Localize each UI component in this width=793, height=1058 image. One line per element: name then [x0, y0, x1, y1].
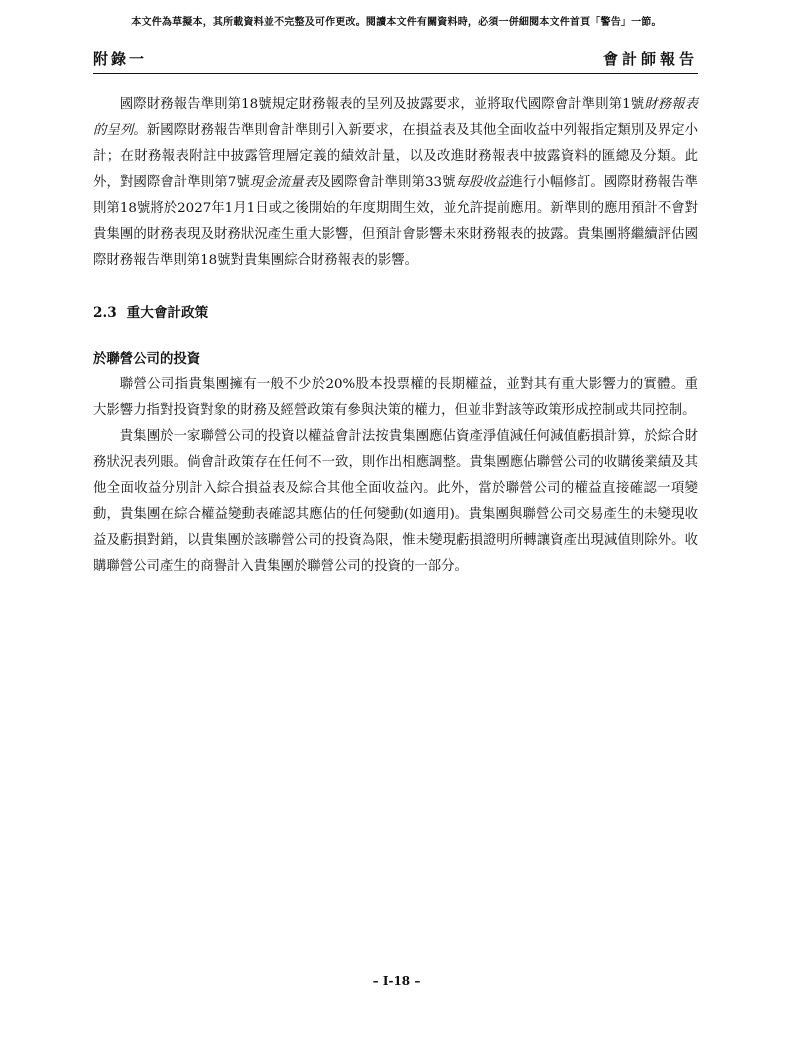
- equity-method-paragraph: 貴集團於一家聯營公司的投資以權益會計法按貴集團應佔資產淨值減任何減值虧損計算，於綜合財務狀況表列賬。倘會計政策存在任何不一致，則作出相應調整。貴集團應佔聯營公司的收購後業績及其他全面收益分別計入綜合損益表及綜合其他全面收益內。此外，當於聯營公司的權益直接確認一項變動，貴集團在綜合權益變動表確認其應佔的任何變動(如適用)。貴集團與聯營公司交易產生的未變現收益及虧損對銷，以貴集團於該聯營公司的投資為限，惟未變現虧損證明所轉讓資產出現減值則除外。收購聯營公司產生的商譽計入貴集團於聯營公司的投資的一部分。: [93, 429, 698, 574]
- report-title: 會計師報告: [602, 50, 698, 68]
- page-header: [93, 48, 698, 70]
- ifrs18-text-2: 。新國際財務報告準則會計準則引入新要求，在損益表及其他全面收益中列報指定類別及界定小計；在財務報表附註中披露管理層定義的績效計量，以及改進財務報表中披露資料的匯總及分類。此外，對國際會計準則第7號: [93, 123, 699, 190]
- page-number: – I-18 –: [372, 974, 421, 988]
- page-content: [93, 92, 698, 580]
- ifrs18-text-3: 及國際會計準則第33號: [317, 175, 456, 190]
- section-number: 2.3: [93, 305, 117, 321]
- section-heading: [93, 300, 698, 326]
- section-title: 重大會計政策: [126, 305, 209, 321]
- appendix-label: 附錄一: [93, 50, 148, 68]
- ifrs18-paragraph: [93, 92, 698, 274]
- ias7-title: 現金流量表: [249, 175, 318, 190]
- draft-disclaimer: 本文件為草擬本，其所載資料並不完整及可作更改。閱讀本文件有關資料時，必須一併細閱本文件首頁「警告」一節。: [131, 17, 662, 28]
- ifrs18-text-4: 進行小幅修訂。國際財務報告準則第18號將於2027年1月1日或之後開始的年度期間生效，並允許提前應用。新準則的應用預計不會對貴集團的財務表現及財務狀況產生重大影響，但預計會影響未來財務報表的披露。貴集團將繼續評估國際財務報告準則第18號對貴集團綜合財務報表的影響。: [93, 175, 699, 268]
- associate-definition-paragraph: 聯營公司指貴集團擁有一般不少於20%股本投票權的長期權益，並對其有重大影響力的實體。重大影響力指對投資對象的財務及經營政策有參與決策的權力，但並非對該等政策形成控制或共同控制。: [93, 377, 698, 418]
- ias33-title: 每股收益: [455, 175, 510, 190]
- subsection-heading: 於聯營公司的投資: [93, 351, 201, 367]
- header-divider: [93, 73, 698, 74]
- ifrs18-text-1: 國際財務報告準則第18號規定財務報表的呈列及披露要求，並將取代國際會計準則第1號: [119, 97, 645, 112]
- ias1-title: 財務報表的呈列: [93, 97, 698, 138]
